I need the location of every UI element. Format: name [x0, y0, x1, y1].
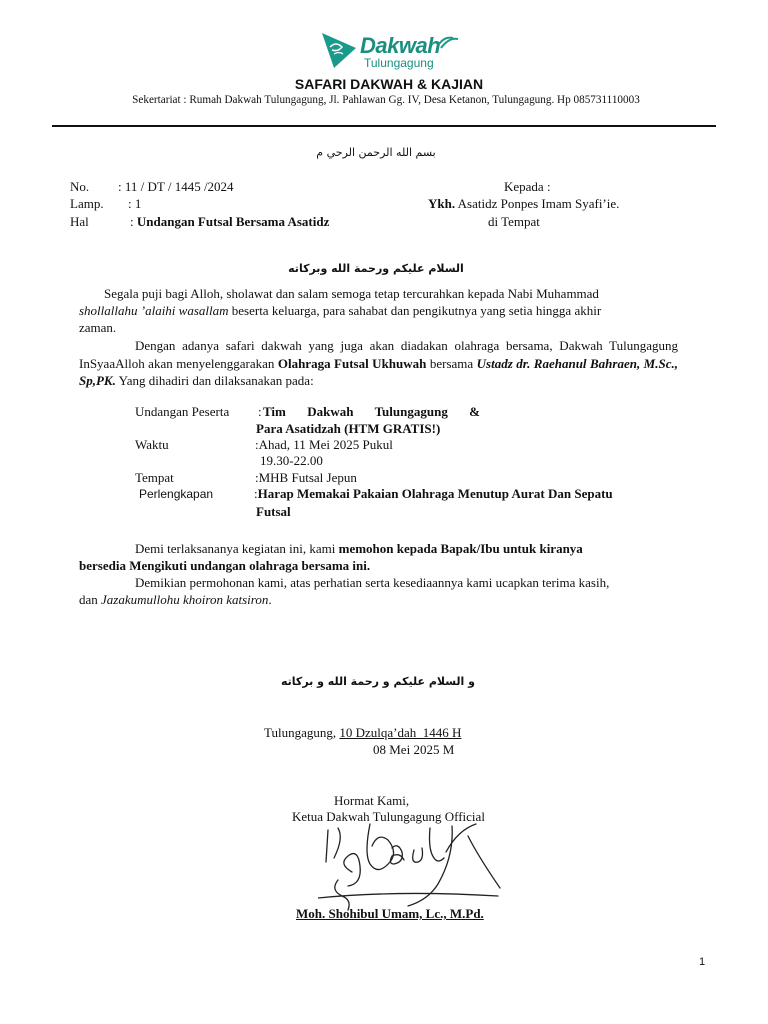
time-label: Waktu	[135, 437, 169, 452]
organization-title: SAFARI DAKWAH & KAJIAN	[294, 76, 484, 92]
closing-text-1: dan	[79, 592, 102, 607]
broadcast-waves-icon	[436, 30, 460, 50]
announcement-text-2: bersama	[426, 355, 477, 371]
number-label: No.	[70, 179, 90, 194]
request-line-2: bersedia Mengikuti undangan olahraga bersama ini.	[79, 558, 371, 573]
subject-value: Undangan Futsal Bersama Asatidz	[136, 214, 330, 229]
logo-subtitle: Tulungagung	[364, 56, 434, 70]
announcement-text-1: Dengan adanya safari dakwah yang juga akan diadakan olahraga bersama, Dakwah Tulungagung InSyaaAlloh akan menyelenggarakan	[79, 338, 678, 371]
signer-role: Ketua Dakwah Tulungagung Official	[292, 809, 485, 824]
honorific: Ykh.	[428, 196, 456, 211]
signer-name: Moh. Shohibul Umam, Lc., M.Pd.	[296, 906, 484, 921]
header-divider	[52, 125, 716, 127]
greeting-line-2-text: beserta keluarga, para sahabat dan pengikutnya yang setia hingga akhir	[228, 303, 602, 318]
number-value: : 11 / DT / 1445 /2024	[118, 179, 234, 194]
equipment-value-1	[254, 486, 613, 502]
recipient-heading: Kepada :	[504, 179, 551, 194]
greeting-line-1: Segala puji bagi Alloh, sholawat dan salam semoga tetap tercurahkan kepada Nabi Muhammad	[104, 286, 599, 301]
subject-line	[130, 214, 329, 230]
attachment-value: : 1	[128, 196, 142, 211]
request-line-1	[135, 541, 583, 557]
participants-value-1: Tim Dakwah Tulungagung &	[263, 404, 480, 419]
guest-speaker: Ustadz dr. Raehanul Bahraen, M.Sc., Sp,PK.	[79, 355, 678, 388]
venue-value: :MHB Futsal Jepun	[255, 470, 357, 485]
salam-opening: السلام عليكم ورحمة الله وبركاته	[288, 262, 464, 275]
time-value-1: :Ahad, 11 Mei 2025 Pukul	[255, 437, 393, 452]
logo-mark-icon	[320, 30, 358, 70]
logo-title: Dakwah	[360, 33, 441, 58]
recipient-line	[428, 196, 619, 212]
closing-line-1: Demikian permohonan kami, atas perhatian serta kesediaannya kami ucapkan terima kasih,	[135, 575, 610, 590]
paragraph-announcement	[79, 337, 678, 390]
salawat-phrase: shollallahu ’alaihi wasallam	[79, 303, 229, 318]
closing-prayer: Jazakumullohu khoiron katsiron	[101, 592, 269, 607]
request-bold-1: memohon kepada Bapak/Ibu untuk kiranya	[338, 541, 583, 556]
closing-line-2	[79, 592, 272, 608]
recipient-name: Asatidz Ponpes Imam Syafi’ie.	[455, 196, 620, 211]
greeting-line-3: zaman.	[79, 320, 117, 335]
attachment-label: Lamp.	[70, 196, 104, 211]
subject-colon: :	[130, 214, 137, 229]
equipment-value-2: Futsal	[256, 504, 291, 519]
equipment-label: Perlengkapan	[139, 487, 214, 501]
greeting-line-2	[79, 303, 601, 319]
handwritten-signature	[318, 822, 508, 914]
time-value-2: 19.30-22.00	[260, 453, 323, 468]
recipient-place: di Tempat	[488, 214, 540, 229]
page-number: 1	[699, 956, 706, 968]
equipment-text: Harap Memakai Pakaian Olahraga Menutup Aurat Dan Sepatu	[257, 486, 613, 501]
hijri-date: 10 Dzulqa’dah 1446 H	[339, 725, 462, 740]
letter-place: Tulungagung,	[264, 725, 340, 740]
venue-label: Tempat	[135, 470, 174, 485]
letter-date-hijri	[264, 725, 461, 741]
participants-value-2: Para Asatidzah (HTM GRATIS!)	[256, 421, 441, 436]
closing-text-2: .	[268, 592, 272, 607]
organization-address: Sekertariat : Rumah Dakwah Tulungagung, Jl. Pahlawan Gg. IV, Desa Ketanon, Tulungagung. Hp 085731110003	[132, 94, 640, 106]
subject-label: Hal	[70, 214, 89, 229]
letter-date-masehi: 08 Mei 2025 M	[373, 742, 455, 757]
request-text: Demi terlaksananya kegiatan ini, kami	[135, 541, 339, 556]
regards-text: Hormat Kami,	[334, 793, 410, 808]
basmalah: بسم الله الرحمن الرحي م	[316, 146, 436, 159]
announcement-text-3: Yang dihadiri dan dilaksanakan pada:	[115, 373, 314, 388]
participants-colon: :	[258, 404, 262, 419]
equipment-colon: :	[254, 486, 258, 501]
participants-label: Undangan Peserta	[135, 404, 230, 419]
event-name: Olahraga Futsal Ukhuwah	[277, 355, 427, 371]
salam-closing: و السلام عليكم و رحمة الله و بركاته	[280, 675, 475, 688]
